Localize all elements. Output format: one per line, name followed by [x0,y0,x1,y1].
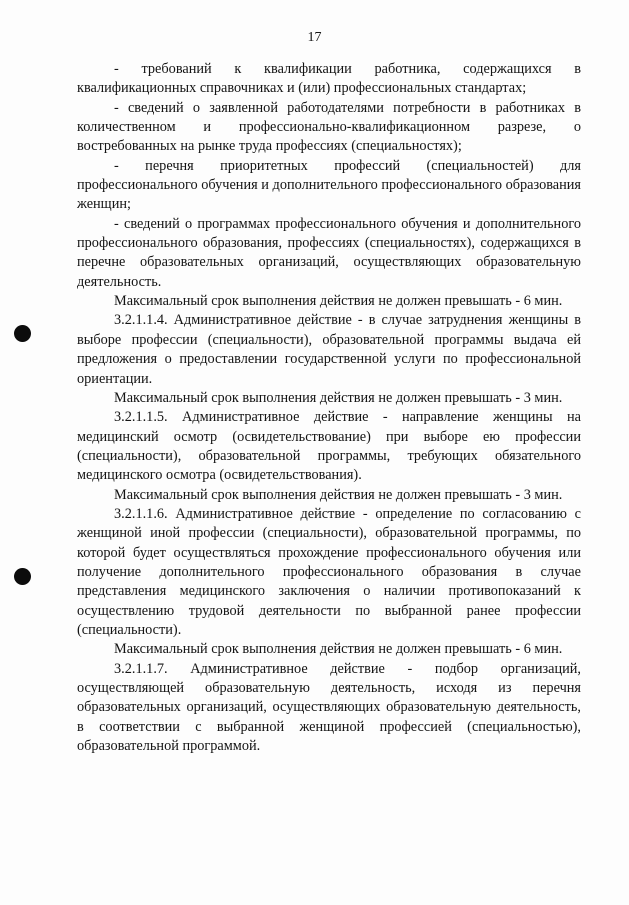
section-3-2-1-1-6: 3.2.1.1.6. Административное действие - определение по согласованию с женщиной иной профессии (специальности), образовательной программы, по которой будет осуществляться прохождение профессионального обучения или получение дополнительного профессионального образования в случае представления медицинского заключения о наличии противопоказаний к осуществлению трудовой деятельности по выбранной ранее профессии (специальности). [77,505,581,638]
section-3-2-1-1-5: 3.2.1.1.5. Административное действие - направление женщины на медицинский осмотр (освидетельствование) при выборе ею профессии (специальности), образовательной программы, требующих обязательного медицинского осмотра (освидетельствования). [77,409,581,484]
bullet-item-employer-demand: - сведений о заявленной работодателями потребности в работниках в количественном и профессионально-квалификационном разрезе, о востребованных на рынке труда профессиях (специальностях); [77,99,581,155]
bullet-item-priority-professions: - перечня приоритетных профессий (специальностей) для профессионального обучения и дополнительного профессионального образования женщин; [77,157,581,213]
time-limit-paragraph: Максимальный срок выполнения действия не должен превышать - 6 мин. [114,293,563,310]
section-3-2-1-1-7: 3.2.1.1.7. Административное действие - подбор организаций, осуществляющей образовательную деятельность, исходя из перечня образовательных организаций, осуществляющих образовательную деятельность, в соответствии с выбранной женщиной профессией (специальностью), образовательной программой. [77,660,581,755]
page-number: 17 [307,30,322,45]
section-3-2-1-1-4: 3.2.1.1.4. Административное действие - в случае затруднения женщины в выборе профессии (специальности), образовательной программы выдача ей предложения о предоставлении государственной услуги по профессиональной ориентации. [77,312,581,387]
document-body [77,60,581,756]
time-limit-paragraph: Максимальный срок выполнения действия не должен превышать - 6 мин. [114,641,563,658]
time-limit-paragraph: Максимальный срок выполнения действия не должен превышать - 3 мин. [114,389,563,406]
bullet-item-qualification-requirements: - требований к квалификации работника, содержащихся в квалификационных справочниках и (или) профессиональных стандартах; [77,61,581,97]
time-limit-paragraph: Максимальный срок выполнения действия не должен превышать - 3 мин. [114,486,563,503]
punch-hole-mark [14,325,31,342]
bullet-item-programs-info: - сведений о программах профессионального обучения и дополнительного профессионального образования, профессиях (специальностях), содержащихся в перечне образовательных организаций, осуществляющих образовательную деятельность. [77,215,581,290]
punch-hole-mark [14,568,31,585]
